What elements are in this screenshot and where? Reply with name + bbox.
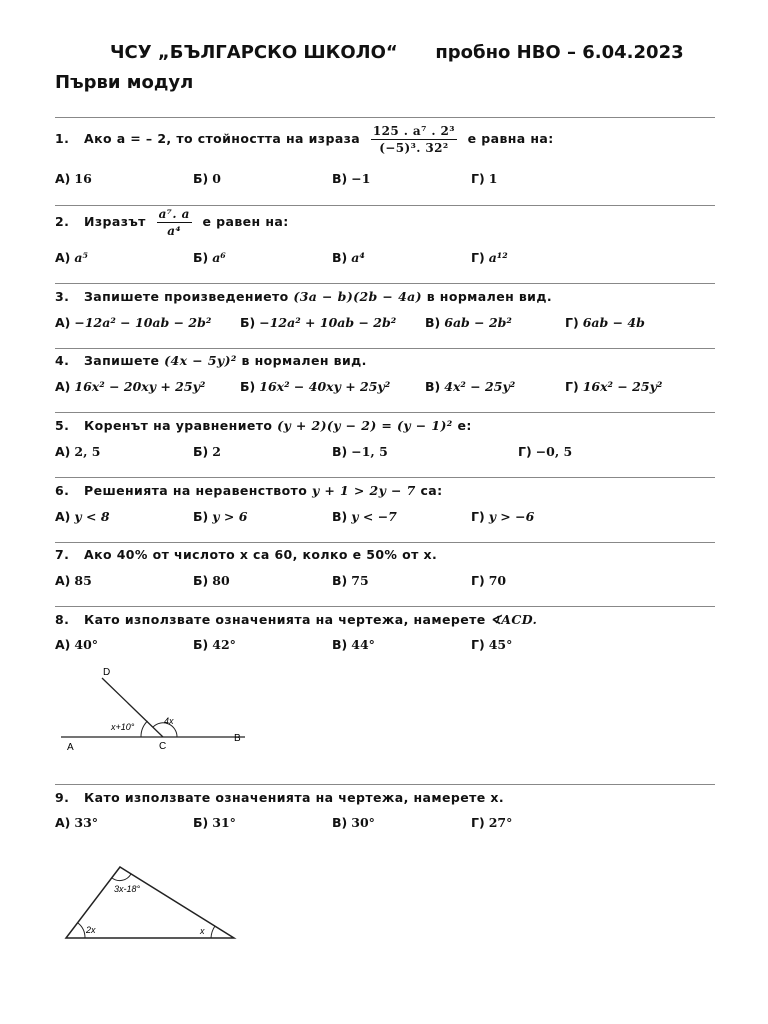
divider (55, 283, 715, 284)
answer-a[interactable]: А) 33° (55, 815, 99, 830)
answer-d[interactable]: Г) 45° (471, 637, 513, 652)
question-text-end: е равен на: (202, 214, 289, 229)
module-title: Първи модул (55, 72, 194, 93)
question-text-end: в нормален вид. (241, 353, 367, 368)
question-8: 8. Като използвате означенията на чертежа, намерете ∢ACD. (55, 612, 538, 627)
angle-label-left: 2x (86, 925, 96, 935)
divider (55, 205, 715, 206)
question-1: 1. Ако a = – 2, то стойността на израза $\frac{\text{125 . a⁷ . 2³}}{\text{(−5)³. 32²}}$ е равна на: (55, 124, 554, 155)
question-text-end: е: (457, 418, 472, 433)
label-c: C (159, 741, 167, 752)
divider (55, 117, 715, 118)
question-6: 6. Решенията на неравенството y + 1 > 2y − 7 са: (55, 483, 443, 498)
answer-b[interactable]: Б) 0 (193, 171, 221, 186)
figure-angle-acd (55, 660, 265, 760)
answer-c[interactable]: В) 30° (332, 815, 375, 830)
math-expression: (3a − b)(2b − 4a) (293, 289, 422, 304)
question-text: Ако a = – 2, то стойността на израза (84, 131, 361, 146)
question-text-end: в нормален вид. (426, 289, 552, 304)
answer-d[interactable]: Г) y > −6 (471, 509, 535, 524)
answer-d[interactable]: Г) 1 (471, 171, 498, 186)
answer-a[interactable]: А) a⁵ (55, 250, 88, 265)
question-5: 5. Коренът на уравнението (y + 2)(y − 2) = (y − 1)² е: (55, 418, 472, 433)
divider (55, 412, 715, 413)
divider (55, 542, 715, 543)
label-d: D (103, 667, 111, 678)
answer-d[interactable]: Г) 16x² − 25y² (565, 379, 663, 394)
math-expression: (y + 2)(y − 2) = (y − 1)² (277, 418, 453, 433)
angle-label-right: 4x (164, 716, 174, 726)
angle-arc-right (211, 926, 215, 938)
answer-b[interactable]: Б) 2 (193, 444, 221, 459)
answer-d[interactable]: Г) a¹² (471, 250, 508, 265)
fraction-denominator: (−5)³. 32² (379, 141, 449, 155)
answer-c[interactable]: В) 75 (332, 573, 369, 588)
fraction (371, 124, 457, 155)
divider (55, 348, 715, 349)
divider (55, 477, 715, 478)
answer-d[interactable]: Г) −0, 5 (518, 444, 573, 459)
question-2: 2. Изразът $\frac{\text{a⁷. a}}{\text{a⁴}}$ е равен на: (55, 207, 289, 238)
math-expression: ∢ACD. (490, 612, 538, 627)
answer-c[interactable]: В) a⁴ (332, 250, 365, 265)
answer-d[interactable]: Г) 27° (471, 815, 513, 830)
answer-d[interactable]: Г) 70 (471, 573, 507, 588)
question-4: 4. Запишете (4x − 5y)² в нормален вид. (55, 353, 367, 368)
answer-c[interactable]: В) −1 (332, 171, 371, 186)
answer-a[interactable]: А) 2, 5 (55, 444, 101, 459)
answer-a[interactable]: А) 85 (55, 573, 92, 588)
angle-arc-left (141, 721, 148, 737)
label-a: A (67, 742, 74, 753)
question-text: Запишете (84, 353, 160, 368)
divider (55, 606, 715, 607)
answer-a[interactable]: А) y < 8 (55, 509, 110, 524)
math-expression: (4x − 5y)² (164, 353, 237, 368)
math-expression: y + 1 > 2y − 7 (311, 483, 416, 498)
figure-triangle (60, 860, 250, 950)
answer-b[interactable]: Б) y > 6 (193, 509, 248, 524)
fraction-numerator: 125 . a⁷ . 2³ (372, 124, 455, 138)
angle-arc-left (78, 923, 85, 938)
answer-c[interactable]: В) 44° (332, 637, 375, 652)
question-text-end: е равна на: (467, 131, 554, 146)
answer-b[interactable]: Б) 31° (193, 815, 236, 830)
answer-b[interactable]: Б) 42° (193, 637, 236, 652)
answer-a[interactable]: А) 16 (55, 171, 92, 186)
angle-label-right: x (200, 926, 205, 936)
answer-b[interactable]: Б) −12a² + 10ab − 2b² (240, 315, 397, 330)
question-text: Запишете произведението (84, 289, 289, 304)
fraction-denominator: a⁴ (167, 224, 182, 238)
answer-b[interactable]: Б) 80 (193, 573, 230, 588)
question-text: Като използвате означенията на чертежа, намерете (84, 612, 486, 627)
answer-b[interactable]: Б) a⁶ (193, 250, 226, 265)
answer-c[interactable]: В) y < −7 (332, 509, 397, 524)
question-3: 3. Запишете произведението (3a − b)(2b − 4a) в нормален вид. (55, 289, 552, 304)
angle-label-top: 3x-18° (114, 884, 141, 894)
question-text: Решенията на неравенството (84, 483, 308, 498)
question-7: 7. Ако 40% от числото x са 60, колко е 50% от x. (55, 547, 438, 562)
label-b: B (234, 733, 241, 744)
answer-a[interactable]: А) 40° (55, 637, 99, 652)
page-title: ЧСУ „БЪЛГАРСКО ШКОЛО“ пробно НВО – 6.04.2023 (110, 42, 684, 63)
question-text: Ако 40% от числото x са 60, колко е 50% от x. (84, 547, 438, 562)
question-text: Коренът на уравнението (84, 418, 273, 433)
answer-a[interactable]: А) 16x² − 20xy + 25y² (55, 379, 206, 394)
fraction-numerator: a⁷. a (158, 207, 190, 221)
question-text: Изразът (84, 214, 146, 229)
answer-c[interactable]: В) 6ab − 2b² (425, 315, 512, 330)
divider (55, 784, 715, 785)
answer-c[interactable]: В) 4x² − 25y² (425, 379, 516, 394)
answer-c[interactable]: В) −1, 5 (332, 444, 388, 459)
answer-d[interactable]: Г) 6ab − 4b (565, 315, 645, 330)
answer-a[interactable]: А) −12a² − 10ab − 2b² (55, 315, 212, 330)
question-9: 9. Като използвате означенията на чертежа, намерете x. (55, 790, 504, 805)
answer-b[interactable]: Б) 16x² − 40xy + 25y² (240, 379, 391, 394)
angle-label-left: x+10° (111, 722, 135, 732)
question-text-end: са: (420, 483, 443, 498)
question-text: Като използвате означенията на чертежа, намерете x. (84, 790, 504, 805)
fraction (157, 207, 192, 238)
